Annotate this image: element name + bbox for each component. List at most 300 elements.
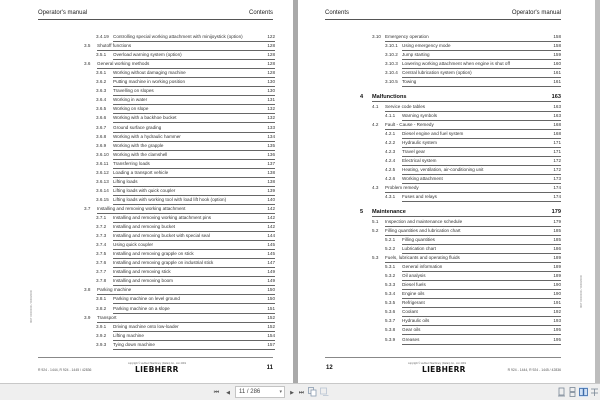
toc-entry-title[interactable]: General information: [402, 264, 443, 270]
toc-entry[interactable]: [96, 96, 275, 105]
toc-entry-page[interactable]: 135: [267, 142, 275, 148]
toc-entry-number: 3.6.7: [96, 124, 107, 130]
toc-entry-title[interactable]: Engine oils: [402, 291, 425, 297]
toc-entry[interactable]: [96, 114, 275, 123]
header-rule: [325, 19, 561, 20]
two-page-continuous-icon: [590, 387, 599, 397]
toc-entry-title[interactable]: Lifting loads with quick coupler: [113, 187, 176, 193]
toc-entry-page[interactable]: 138: [267, 178, 275, 184]
toc-entry[interactable]: [385, 112, 561, 121]
toc-entry[interactable]: [84, 60, 275, 69]
toc-entry-number: 4.2: [372, 121, 379, 127]
toc-entry-title[interactable]: Travelling on slopes: [113, 88, 154, 94]
toc-entry-page[interactable]: 131: [267, 97, 275, 103]
toc-entry-number: 3.6.5: [96, 106, 107, 112]
toc-entry-page[interactable]: 128: [267, 70, 275, 76]
toc-entry-page[interactable]: 147: [267, 260, 275, 266]
toc-entry-number: 5.3.3: [385, 282, 396, 288]
footer-copyright: copyright © Liebherr Machinery (Dalian) Co., Ltd. 2019: [408, 362, 466, 365]
toc-entry[interactable]: [96, 33, 275, 42]
toc-entry-title[interactable]: Lifting machine: [113, 332, 144, 338]
toc-entry-number: 3.8.2: [96, 305, 107, 311]
toc-entry[interactable]: [96, 51, 275, 60]
toc-entry-page[interactable]: 191: [553, 300, 561, 306]
next-page-icon: ▶: [290, 390, 294, 396]
toc-entry-page[interactable]: 161: [553, 70, 561, 76]
view-two-page-button[interactable]: [579, 387, 588, 397]
toc-entry-page[interactable]: 172: [553, 167, 561, 173]
toc-entry-page[interactable]: 151: [267, 305, 275, 311]
toc-entry[interactable]: [372, 184, 561, 193]
toc-entry-number: 5.3.9: [385, 336, 396, 342]
toc-entry-title[interactable]: Installing and removing bucket with special seal: [113, 233, 210, 239]
toc-entry-page[interactable]: 186: [553, 246, 561, 251]
toc-entry-page[interactable]: 139: [267, 187, 275, 193]
next-page-button[interactable]: [288, 387, 296, 398]
toc-entry-page[interactable]: 136: [267, 151, 275, 157]
toc-entry-page[interactable]: 163: [553, 112, 561, 118]
toc-entry[interactable]: [385, 60, 561, 69]
toc-entry[interactable]: [96, 332, 275, 341]
toc-entry-page[interactable]: 130: [267, 79, 275, 85]
toc-entry-title[interactable]: Working with the grapple: [113, 142, 164, 148]
toc-entry-title[interactable]: Parking machine: [97, 287, 132, 293]
toc-entry[interactable]: [96, 69, 275, 78]
toc-entry[interactable]: [96, 178, 275, 187]
toc-entry-number: 3.7.2: [96, 224, 107, 230]
toc-entry-page[interactable]: 171: [553, 140, 561, 145]
toc-entry-title[interactable]: Loading a transport vehicle: [113, 169, 169, 175]
toc-entry-page[interactable]: 122: [267, 34, 275, 39]
toc-entry[interactable]: [385, 193, 561, 202]
view-two-page-continuous-button[interactable]: [590, 387, 598, 397]
toc-entry-number: 5.3.8: [385, 327, 396, 333]
toc-entry-number: 3.7.4: [96, 242, 107, 248]
toc-entry-title[interactable]: Problem remedy: [385, 185, 419, 191]
view-continuous-button[interactable]: [568, 387, 577, 397]
toc-entry-title[interactable]: Working in water: [113, 97, 148, 103]
toc-entry-page[interactable]: 142: [267, 215, 275, 220]
toc-entry[interactable]: [96, 323, 275, 332]
toc-entry-title[interactable]: Controlling special working attachment with minijoystick (option): [113, 34, 243, 39]
toc-entry-number: 4.3.1: [385, 194, 396, 200]
toc-entry[interactable]: [96, 160, 275, 169]
toc-entry[interactable]: [84, 42, 275, 51]
toc-entry-title[interactable]: Fuels, lubricants and operating fluids: [385, 255, 460, 261]
toc-entry-page[interactable]: 189: [553, 255, 561, 261]
toc-entry-title[interactable]: Refrigerant: [402, 300, 425, 306]
toc-entry-title[interactable]: Ground surface grading: [113, 124, 162, 130]
toc-entry-number: 3.8: [84, 287, 91, 293]
chevron-down-icon[interactable]: ▾: [279, 389, 282, 395]
toc-entry[interactable]: [96, 196, 275, 205]
toc-entry-title[interactable]: Tying down machine: [113, 341, 155, 347]
toc-entry-page[interactable]: 142: [267, 205, 275, 211]
toc-entry-title[interactable]: Fault - Cause - Remedy: [385, 121, 434, 127]
toc-entry[interactable]: [96, 78, 275, 87]
toc-entry-title[interactable]: Installing and removing working attachment pins: [113, 215, 212, 220]
toc-entry-number: 3.6.4: [96, 97, 107, 103]
toc-entry-title[interactable]: Filling quantities and lubrication chart: [385, 227, 461, 233]
header-rule: [38, 19, 273, 20]
toc-entry[interactable]: [385, 157, 561, 166]
toc-entry[interactable]: [96, 105, 275, 114]
toc-entry[interactable]: [385, 51, 561, 60]
toc-entry-page[interactable]: 150: [267, 287, 275, 293]
toc-entry-number: 3.7: [84, 205, 91, 211]
document-page-left: [0, 0, 293, 383]
toc-entry-title[interactable]: Parking machine on a slope: [113, 305, 170, 311]
toc-entry-number: 3.6.13: [96, 178, 109, 184]
selection-icon: [320, 387, 329, 397]
toc-entry[interactable]: [96, 214, 275, 223]
toc-entry-title[interactable]: Working with a hydraulic hammer: [113, 133, 181, 139]
toc-entry-number: 3.6.6: [96, 115, 107, 121]
toc-entry-underline: [402, 86, 561, 87]
toc-entry-title[interactable]: Diesel fuels: [402, 282, 426, 288]
toc-entry[interactable]: [372, 121, 561, 130]
toc-entry[interactable]: [96, 259, 275, 268]
toc-entry-title[interactable]: Emergency operation: [385, 34, 429, 39]
toc-entry-page[interactable]: 195: [553, 327, 561, 333]
view-single-page-button[interactable]: [557, 387, 566, 397]
toc-entry-page[interactable]: 133: [267, 124, 275, 130]
toc-entry-number: 5.2: [372, 227, 379, 233]
toc-entry-number: 4.2.1: [385, 130, 396, 136]
toc-entry-number: 3.7.6: [96, 260, 107, 266]
toc-entry[interactable]: [385, 272, 561, 281]
toc-entry[interactable]: [96, 133, 275, 142]
two-page-icon: [579, 387, 588, 397]
toc-entry-title[interactable]: Inspection and maintenance schedule: [385, 218, 463, 224]
toc-entry-page[interactable]: 157: [267, 341, 275, 347]
toc-entry-page[interactable]: 160: [553, 61, 561, 67]
toc-entry[interactable]: [96, 305, 275, 314]
toc-entry-number: 5.2.1: [385, 236, 396, 242]
toc-entry-title[interactable]: Installing and removing boom: [113, 278, 174, 284]
toc-entry-title[interactable]: Putting machine in working position: [113, 79, 186, 85]
toc-entry[interactable]: [385, 130, 561, 139]
toc-entry-title[interactable]: Working without damaging machine: [113, 70, 186, 76]
toc-entry[interactable]: [360, 208, 561, 217]
toc-entry[interactable]: [385, 69, 561, 78]
toc-entry[interactable]: [372, 254, 561, 263]
toc-entry-page[interactable]: 132: [267, 106, 275, 112]
toc-entry-page[interactable]: 145: [267, 242, 275, 248]
toc-entry-title[interactable]: Lifting loads: [113, 178, 138, 184]
toc-entry-page[interactable]: 185: [553, 227, 561, 233]
toc-entry-page[interactable]: 163: [553, 103, 561, 109]
toc-entry-title[interactable]: Oil analysis: [402, 273, 426, 279]
toc-entry-title[interactable]: Working with the clamshell: [113, 151, 168, 157]
continuous-pages-icon: [568, 387, 577, 397]
toc-entry-page[interactable]: 173: [553, 176, 561, 182]
toc-entry-page[interactable]: 174: [553, 194, 561, 200]
toc-entry-number: 4: [360, 94, 364, 101]
toc-entry-page[interactable]: 154: [267, 332, 275, 338]
toc-entry-title[interactable]: Maintenance: [372, 209, 406, 216]
toc-entry-page[interactable]: 179: [553, 218, 561, 224]
toc-entry-page[interactable]: 145: [267, 251, 275, 257]
toc-entry[interactable]: [385, 308, 561, 317]
document-page-right: [298, 0, 595, 383]
toc-entry-number: 3.7.8: [96, 278, 107, 284]
header-manual-title: Operator's manual: [38, 10, 88, 16]
toc-entry-title[interactable]: Filling quantities: [402, 236, 435, 242]
toc-entry-number: 3.10.2: [385, 52, 398, 58]
toc-entry-page[interactable]: 190: [553, 291, 561, 297]
toc-entry-title[interactable]: Transferring loads: [113, 160, 150, 166]
toc-entry-page[interactable]: 149: [267, 269, 275, 275]
toc-entry-number: 3.10.1: [385, 43, 398, 49]
toc-entry-number: 4.3: [372, 185, 379, 191]
toc-entry-title[interactable]: Installing and removing stick: [113, 269, 171, 275]
first-page-button[interactable]: [212, 387, 221, 398]
toc-entry[interactable]: [385, 317, 561, 326]
toc-entry[interactable]: [84, 314, 275, 323]
select-tool-button[interactable]: [320, 387, 329, 398]
toc-entry-page[interactable]: 137: [267, 160, 275, 166]
toc-entry[interactable]: [96, 124, 275, 133]
toc-entry-title[interactable]: Malfunctions: [372, 94, 407, 101]
toc-entry-page[interactable]: 149: [267, 278, 275, 284]
toc-entry[interactable]: [385, 139, 561, 148]
toc-entry-title[interactable]: Lowering working attachment when engine is shut off: [402, 61, 510, 67]
toc-entry[interactable]: [385, 78, 561, 87]
toc-entry-title[interactable]: Working with a backhoe bucket: [113, 115, 177, 121]
toc-entry-title[interactable]: Electrical system: [402, 158, 437, 164]
toc-entry-page[interactable]: 158: [553, 43, 561, 49]
toc-entry-number: 5.3.2: [385, 273, 396, 279]
toc-entry-number: 3.9.3: [96, 341, 107, 347]
toc-entry-number: 5.3.6: [385, 309, 396, 315]
toc-entry-page[interactable]: 192: [553, 309, 561, 315]
toc-entry[interactable]: [84, 205, 275, 214]
toc-entry-page[interactable]: 161: [553, 79, 561, 85]
toc-entry[interactable]: [385, 42, 561, 51]
toc-entry-title[interactable]: Overload warning system (option): [113, 52, 182, 58]
toc-entry-number: 3.8.1: [96, 296, 107, 302]
toc-entry-title[interactable]: General working methods: [97, 61, 150, 67]
toc-entry-number: 4.1: [372, 103, 379, 109]
toc-entry-title[interactable]: Using emergency mode: [402, 43, 451, 49]
toc-entry-page[interactable]: 171: [553, 149, 561, 155]
toc-entry-number: 3.6.14: [96, 187, 109, 193]
toc-entry-page[interactable]: 142: [267, 224, 275, 230]
toc-entry-number: 3.10.3: [385, 61, 398, 67]
side-document-code: MDT 00000000 / 00/00/0000: [580, 275, 583, 308]
toc-entry[interactable]: [372, 33, 561, 42]
toc-entry-page[interactable]: 158: [553, 34, 561, 39]
toc-entry-title[interactable]: Transport: [97, 314, 117, 320]
single-page-icon: [557, 387, 566, 397]
toc-entry-number: 3.6.9: [96, 142, 107, 148]
toc-entry[interactable]: [96, 250, 275, 259]
toc-entry[interactable]: [360, 93, 561, 102]
toc-entry-number: 3.10: [372, 34, 381, 39]
toc-entry[interactable]: [96, 87, 275, 96]
page-number: 11: [266, 365, 273, 371]
footer-model-code: R 924 - 1444, R 924 - 1445 / 42836: [507, 368, 561, 372]
toc-entry-title[interactable]: Installing and removing bucket: [113, 224, 176, 230]
toc-entry-title[interactable]: Parking machine on level ground: [113, 296, 180, 302]
toc-entry-page[interactable]: 138: [267, 169, 275, 175]
toc-entry[interactable]: [385, 326, 561, 335]
toc-entry-title[interactable]: Installing and removing grapple on stick: [113, 251, 194, 257]
toc-entry-number: 5.3.4: [385, 291, 396, 297]
toc-entry-title[interactable]: Greases: [402, 336, 420, 342]
toc-entry-page[interactable]: 168: [553, 130, 561, 136]
toc-entry-page[interactable]: 179: [551, 209, 561, 216]
toc-entry-title[interactable]: Driving machine onto low-loader: [113, 323, 179, 329]
toc-entry[interactable]: [385, 175, 561, 184]
toc-entry-number: 5.1: [372, 218, 379, 224]
previous-page-icon: ◀: [226, 390, 230, 396]
toc-entry-page[interactable]: 193: [553, 318, 561, 324]
navigation-toolbar: [0, 383, 600, 400]
toc-entry-title[interactable]: Fuses and relays: [402, 194, 437, 200]
liebherr-logo: LIEBHERR: [135, 365, 179, 374]
toc-entry-title[interactable]: Using quick coupler: [113, 242, 154, 248]
toc-entry-page[interactable]: 195: [553, 336, 561, 342]
toc-entry[interactable]: [96, 142, 275, 151]
toc-entry[interactable]: [96, 277, 275, 286]
toc-entry-number: 5.2.2: [385, 246, 396, 251]
toc-entry-number: 3.7.7: [96, 269, 107, 275]
toc-entry[interactable]: [96, 151, 275, 160]
toc-entry-page[interactable]: 128: [267, 61, 275, 67]
toc-entry[interactable]: [84, 286, 275, 295]
page-edge: [595, 0, 600, 383]
toc-entry-title[interactable]: Travel gear: [402, 149, 426, 155]
toc-entry[interactable]: [385, 148, 561, 157]
toc-entry-title[interactable]: Lifting loads with working tool with load lift hook (option): [113, 196, 227, 202]
toc-entry[interactable]: [96, 241, 275, 250]
page-number: 12: [326, 365, 333, 371]
toc-entry[interactable]: [96, 232, 275, 241]
toc-entry[interactable]: [385, 299, 561, 308]
toc-entry-number: 3.6.11: [96, 160, 109, 166]
toc-entry-page[interactable]: 132: [267, 115, 275, 121]
toc-entry[interactable]: [96, 223, 275, 232]
toc-entry-number: 4.2.2: [385, 140, 396, 145]
toc-entry-number: 3.6: [84, 61, 91, 67]
toc-entry-title[interactable]: Shutoff functions: [97, 43, 132, 49]
toc-entry-page[interactable]: 140: [267, 196, 275, 202]
toc-entry-number: 3.6.8: [96, 133, 107, 139]
toc-entry-number: 3.6.12: [96, 169, 109, 175]
toc-entry-title[interactable]: Hydraulic oils: [402, 318, 430, 324]
toc-entry-title[interactable]: Service code tables: [385, 103, 426, 109]
footer-rule: [38, 357, 273, 358]
toc-entry-number: 3.5.1: [96, 52, 107, 58]
toc-entry-number: 3.9.1: [96, 323, 107, 329]
toc-entry-number: 3.6.15: [96, 196, 109, 202]
toc-entry-title[interactable]: Working on slope: [113, 106, 149, 112]
toc-entry[interactable]: [96, 169, 275, 178]
toc-entry[interactable]: [385, 263, 561, 272]
toc-entry-number: 4.2.3: [385, 149, 396, 155]
toc-entry-page[interactable]: 189: [553, 273, 561, 279]
toc-entry[interactable]: [385, 281, 561, 290]
toc-entry-title[interactable]: Installing and removing grapple on industrial stick: [113, 260, 214, 266]
toc-entry-title[interactable]: Hydraulic system: [402, 140, 437, 145]
copy-page-button[interactable]: [308, 387, 317, 398]
toc-entry-page[interactable]: 152: [267, 314, 275, 320]
last-page-button[interactable]: [297, 387, 306, 398]
toc-entry-page[interactable]: 189: [553, 264, 561, 270]
toc-entry-page[interactable]: 174: [553, 185, 561, 191]
toc-entry-page[interactable]: 150: [267, 296, 275, 302]
toc-entry[interactable]: [385, 166, 561, 175]
toc-entry-number: 3.9: [84, 314, 91, 320]
toc-entry-page[interactable]: 172: [553, 158, 561, 164]
toc-entry-number: 3.4.19: [96, 34, 109, 39]
toc-entry-title[interactable]: Towing: [402, 79, 417, 85]
toc-entry[interactable]: [96, 295, 275, 304]
footer-copyright: copyright © Liebherr Machinery (Dalian) Co., Ltd. 2019: [128, 362, 186, 365]
toc-entry[interactable]: [385, 336, 561, 345]
toc-entry-page[interactable]: 152: [267, 323, 275, 329]
toc-entry-number: 3.10.4: [385, 70, 398, 76]
toc-entry-number: 3.5: [84, 43, 91, 49]
toc-entry-number: 3.10.5: [385, 79, 398, 85]
toc-entry[interactable]: [385, 290, 561, 299]
toc-entry-page[interactable]: 168: [553, 121, 561, 127]
toc-entry-number: 3.6.3: [96, 88, 107, 94]
last-page-icon: ⏭: [298, 390, 305, 396]
side-document-code: MDT 00000000 / 00/00/0000: [30, 290, 33, 323]
previous-page-button[interactable]: [224, 387, 232, 398]
toc-entry[interactable]: [385, 236, 561, 245]
toc-entry-page[interactable]: 130: [267, 88, 275, 94]
toc-entry-page[interactable]: 159: [553, 52, 561, 58]
toc-entry[interactable]: [372, 103, 561, 112]
toc-entry-page[interactable]: 190: [553, 282, 561, 288]
toc-entry-page[interactable]: 185: [553, 236, 561, 242]
toc-entry-title[interactable]: Heating, ventilation, air-conditioning unit: [402, 167, 484, 173]
toc-entry-number: 5.3.7: [385, 318, 396, 324]
toc-entry-page[interactable]: 128: [267, 43, 275, 49]
toc-entry-title[interactable]: Diesel engine and fuel system: [402, 130, 464, 136]
toc-entry-number: 3.6.10: [96, 151, 109, 157]
toc-entry-underline: [402, 344, 561, 345]
toc-entry-title[interactable]: Warning symbols: [402, 112, 438, 118]
toc-entry-title[interactable]: Coolant: [402, 309, 418, 315]
toc-entry-title[interactable]: Central lubrication system (option): [402, 70, 472, 76]
toc-entry-number: 5.3: [372, 255, 379, 261]
toc-entry[interactable]: [372, 227, 561, 236]
footer-rule: [325, 357, 561, 358]
toc-entry[interactable]: [385, 245, 561, 254]
toc-entry[interactable]: [96, 187, 275, 196]
toc-entry[interactable]: [372, 218, 561, 227]
toc-entry-title[interactable]: Lubrication chart: [402, 246, 436, 251]
toc-entry-page[interactable]: 128: [267, 52, 275, 58]
toc-entry-title[interactable]: Gear oils: [402, 327, 421, 333]
copy-icon: [308, 387, 317, 397]
page-number-input[interactable]: [235, 386, 285, 398]
toc-entry-title[interactable]: Jump starting: [402, 52, 430, 58]
toc-entry-page[interactable]: 144: [267, 233, 275, 239]
header-section-title: Contents: [325, 10, 350, 16]
toc-entry[interactable]: [96, 341, 275, 350]
toc-entry-title[interactable]: Working attachment: [402, 176, 443, 182]
toc-entry[interactable]: [96, 268, 275, 277]
toc-entry-title[interactable]: Installing and removing working attachment: [97, 205, 186, 211]
toc-entry-page[interactable]: 134: [267, 133, 275, 139]
toc-entry-page[interactable]: 163: [551, 94, 561, 101]
